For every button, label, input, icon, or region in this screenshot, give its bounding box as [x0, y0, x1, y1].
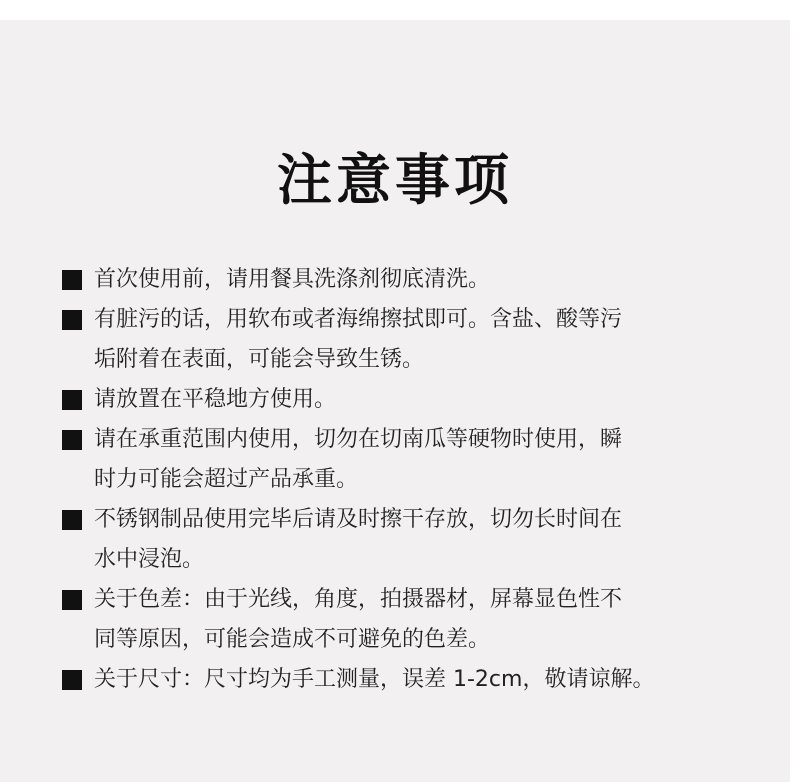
note-text: 首次使用前，请用餐具洗涤剂彻底清洗。	[94, 267, 491, 292]
list-item	[62, 500, 742, 580]
content-panel	[0, 20, 790, 782]
list-item	[62, 260, 742, 300]
square-bullet-icon	[62, 390, 82, 410]
list-item	[62, 580, 742, 660]
square-bullet-icon	[62, 670, 82, 690]
list-item	[62, 380, 742, 420]
square-bullet-icon	[62, 270, 82, 290]
notes-list	[62, 260, 742, 700]
list-item	[62, 660, 742, 700]
note-text: 请放置在平稳地方使用。	[94, 387, 337, 412]
note-text: 不锈钢制品使用完毕后请及时擦干存放，切勿长时间在 水中浸泡。	[94, 507, 623, 572]
list-item	[62, 420, 742, 500]
square-bullet-icon	[62, 430, 82, 450]
page-title: 注意事项	[276, 148, 513, 212]
note-text: 请在承重范围内使用，切勿在切南瓜等硬物时使用，瞬 时力可能会超过产品承重。	[94, 427, 623, 492]
note-text: 关于尺寸：尺寸均为手工测量，误差 1-2cm，敬请谅解。	[94, 667, 655, 692]
square-bullet-icon	[62, 510, 82, 530]
square-bullet-icon	[62, 590, 82, 610]
list-item	[62, 300, 742, 380]
note-text: 有脏污的话，用软布或者海绵擦拭即可。含盐、酸等污 垢附着在表面，可能会导致生锈。	[94, 307, 623, 372]
square-bullet-icon	[62, 310, 82, 330]
note-text: 关于色差：由于光线，角度，拍摄器材，屏幕显色性不 同等原因，可能会造成不可避免的色差。	[94, 587, 623, 652]
